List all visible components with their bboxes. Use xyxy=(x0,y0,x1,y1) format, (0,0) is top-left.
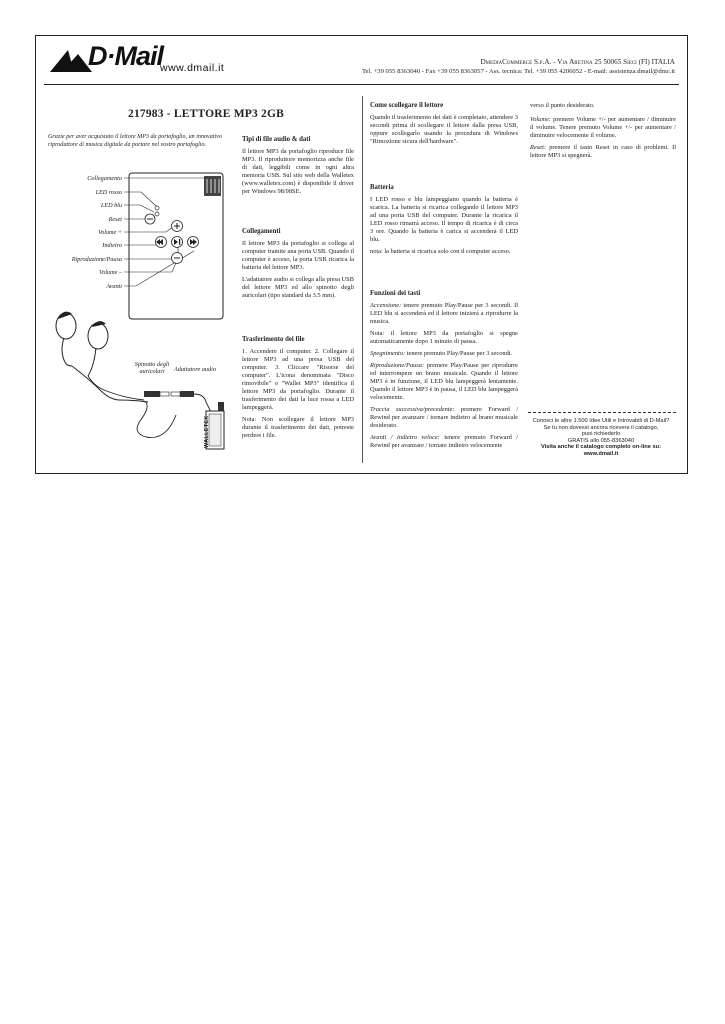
function-text: tenere premuto Play/Pause per 3 secondi. xyxy=(405,350,513,357)
label-volume-minus: Volume – xyxy=(99,269,122,276)
function-avanti-indietro xyxy=(370,434,518,450)
section-text-scollegare: Quando il trasferimento dei dati è completato, attendere 3 secondi prima di scollegare il lettore dalla presa USB, oppure scollegarlo usando la procedura di Windows "Rimozione sicura dell'hardware". xyxy=(370,114,518,145)
brand-logo-text: D·Mail xyxy=(88,41,163,71)
promo-line-2: Se tu non dovessi ancora ricevere il catalogo, xyxy=(543,424,659,431)
promo-url[interactable]: www.dmail.it xyxy=(583,450,619,457)
label-reset: Reset xyxy=(108,216,122,223)
caption-adattatore: Adattatore audio xyxy=(174,366,216,373)
column-2 xyxy=(242,136,354,444)
function-label: Volume: xyxy=(530,116,551,123)
function-continued: verso il punto desiderato. xyxy=(530,102,595,109)
section-text-file-types: Il lettore MP3 da portafoglio riproduce file MP3. Il riproduttore memorizza anche file di dati, leggibili come in ogni altra memoria USB. Sul sito web della Walletex (www.walletex.com) è disponibile il driver per Windows 98/98SE. xyxy=(242,148,354,195)
section-text-batteria-2: nota: la batteria si ricarica solo con il computer acceso. xyxy=(370,248,511,255)
intro-text: Grazie per aver acquistato il lettore MP3 da portafoglio, un innovativo riproduttore di musica digitale da portare nel vostro portafoglio. xyxy=(48,134,222,148)
device-brand-text: WALLETEX xyxy=(204,415,210,448)
function-riproduzione xyxy=(370,362,518,402)
section-text-collegamenti-1: Il lettore MP3 da portafoglio si collega al computer tramite ana porta USB. Quando il computer è acceso, la porta USB ricarica la batteria del lettore MP3. xyxy=(242,240,354,271)
function-text: premere Play/Pause per riprodurre ed interrompere un brano musicale. Quando il lettore MP3 è in funzione, il LED blu lampeggerà lentamente. Quando il lettore MP3 è in pausa, il LED blu lampeggerà velocemente. xyxy=(370,362,518,401)
function-spegnimento xyxy=(370,350,518,358)
function-text: premere Forward / Rewind per avanzare / tornare indietro al brano musicale desiderato. xyxy=(370,406,519,429)
function-text: premere il tasto Reset in caso di problemi. Il lettore MP3 si spegnerà. xyxy=(530,144,676,159)
section-title-batteria: Batteria xyxy=(370,184,394,191)
company-info xyxy=(362,58,675,76)
promo-divider xyxy=(528,412,676,413)
function-label: Avanti / indietro veloce: xyxy=(370,434,440,441)
function-label: Accensione: xyxy=(370,302,402,309)
label-avanti: Avanti xyxy=(106,283,122,290)
section-text-trasferimento-2: Nota: Non scollegare il lettore MP3 durante il trasferimento dei dati, potreste perdere i file. xyxy=(242,416,354,439)
section-title-trasferimento: Trasferimento dei file xyxy=(242,336,305,343)
company-contacts: Tel. +39 055 8363040 - Fax +39 055 8363057 - Ass. tecnica: Tel. +39 055 4206052 - E-mail: assistenza.dmail@dmc.it xyxy=(361,68,675,75)
function-label: Riproduzione/Pausa: xyxy=(370,362,425,369)
label-volume-plus: Volume + xyxy=(98,229,122,236)
section-title-funzioni: Funzioni dei tasti xyxy=(370,290,421,297)
function-reset xyxy=(530,144,676,160)
column-4 xyxy=(530,102,676,164)
function-accensione-note: Nota: il lettore MP3 da portafoglio si spegne automaticamente dopo 1 minuto di pausa. xyxy=(370,330,518,345)
function-label: Traccia successiva/precedente: xyxy=(370,406,455,413)
promo-box xyxy=(526,418,676,458)
promo-line-3: puoi richiederlo xyxy=(581,431,621,438)
caption-spinotto: Spinotto degli auricolari xyxy=(134,361,170,375)
section-text-batteria-1: I LED rosso e blu lampeggiano quando la batteria è scarica. La batteria si ricarica collegando il lettore MP3 ad una porta USB del computer. Durante la ricarica il LED rosso rimarrà acceso. Il tempo di ricarica è di circa 3 ore. Quando la batteria è carica si accenderà il LED blu. xyxy=(370,196,518,243)
function-accensione xyxy=(370,302,518,326)
column-3 xyxy=(370,102,518,454)
company-address: DmediaCommerce S.p.A. - Via Aretina 25 50065 Sieci (FI) ITALIA xyxy=(480,58,675,66)
function-label: Spegnimento: xyxy=(370,350,406,357)
function-text: tenere premuto Forward / Rewind per avanzare / tornare indietro velocemente xyxy=(370,434,518,449)
function-traccia xyxy=(370,406,518,430)
instruction-sheet xyxy=(35,35,688,474)
section-title-collegamenti: Collegamenti xyxy=(242,228,281,235)
product-title: 217983 - LETTORE MP3 2GB xyxy=(128,108,285,120)
column-divider xyxy=(362,96,363,463)
label-indietro: Indietro xyxy=(102,242,122,249)
device-diagram-icon xyxy=(36,36,236,475)
label-riproduzione-pausa: Riproduzione/Pausa xyxy=(71,256,122,263)
section-text-trasferimento-1: 1. Accendere il computer. 2. Collegare il lettore MP3 ad una presa USB del computer. 3. Cliccare "Risorse del computer". L'icona denominata "Disco rimovibile" o "Wallet MP3" identifica il lettore MP3 da portafoglio. Durante il trasferimento dei dati la luce rossa a LED lampeggerà. xyxy=(242,348,354,411)
label-led-rosso: LED rosso xyxy=(95,189,122,196)
promo-line-5: Visita anche il catalogo completo on-line su: xyxy=(541,444,661,451)
label-collegamento: Collegamento xyxy=(87,175,122,182)
function-volume xyxy=(530,116,676,140)
section-title-scollegare: Come scollegare il lettore xyxy=(370,102,444,109)
function-text: tenere premuto Play/Pause per 3 secondi. Il LED blu si accenderà ed il lettore inizierà a riprodurre la musica. xyxy=(370,302,518,325)
section-text-collegamenti-2: L'adattatore audio si collega alla presa USB del lettore MP3 ed allo spinotto degli auricolari (tipo standard da 3.5 mm). xyxy=(242,276,354,299)
label-led-blu: LED blu xyxy=(100,202,122,209)
section-title-file-types: Tipi di file audio & dati xyxy=(242,136,311,143)
function-label: Reset: xyxy=(530,144,546,151)
promo-line-4: GRATIS allo 055-8363040 xyxy=(567,437,635,444)
promo-line-1: Conosci le altre 1.500 Idee Utili e Introvabili di D-Mail? xyxy=(532,418,670,424)
website-url: www.dmail.it xyxy=(160,62,225,74)
function-text: premere Volume +/- per aumentare / diminuire il volume. Tenere premuto Volume +/- per aumentare / diminuire velocemente il volume. xyxy=(530,116,676,139)
